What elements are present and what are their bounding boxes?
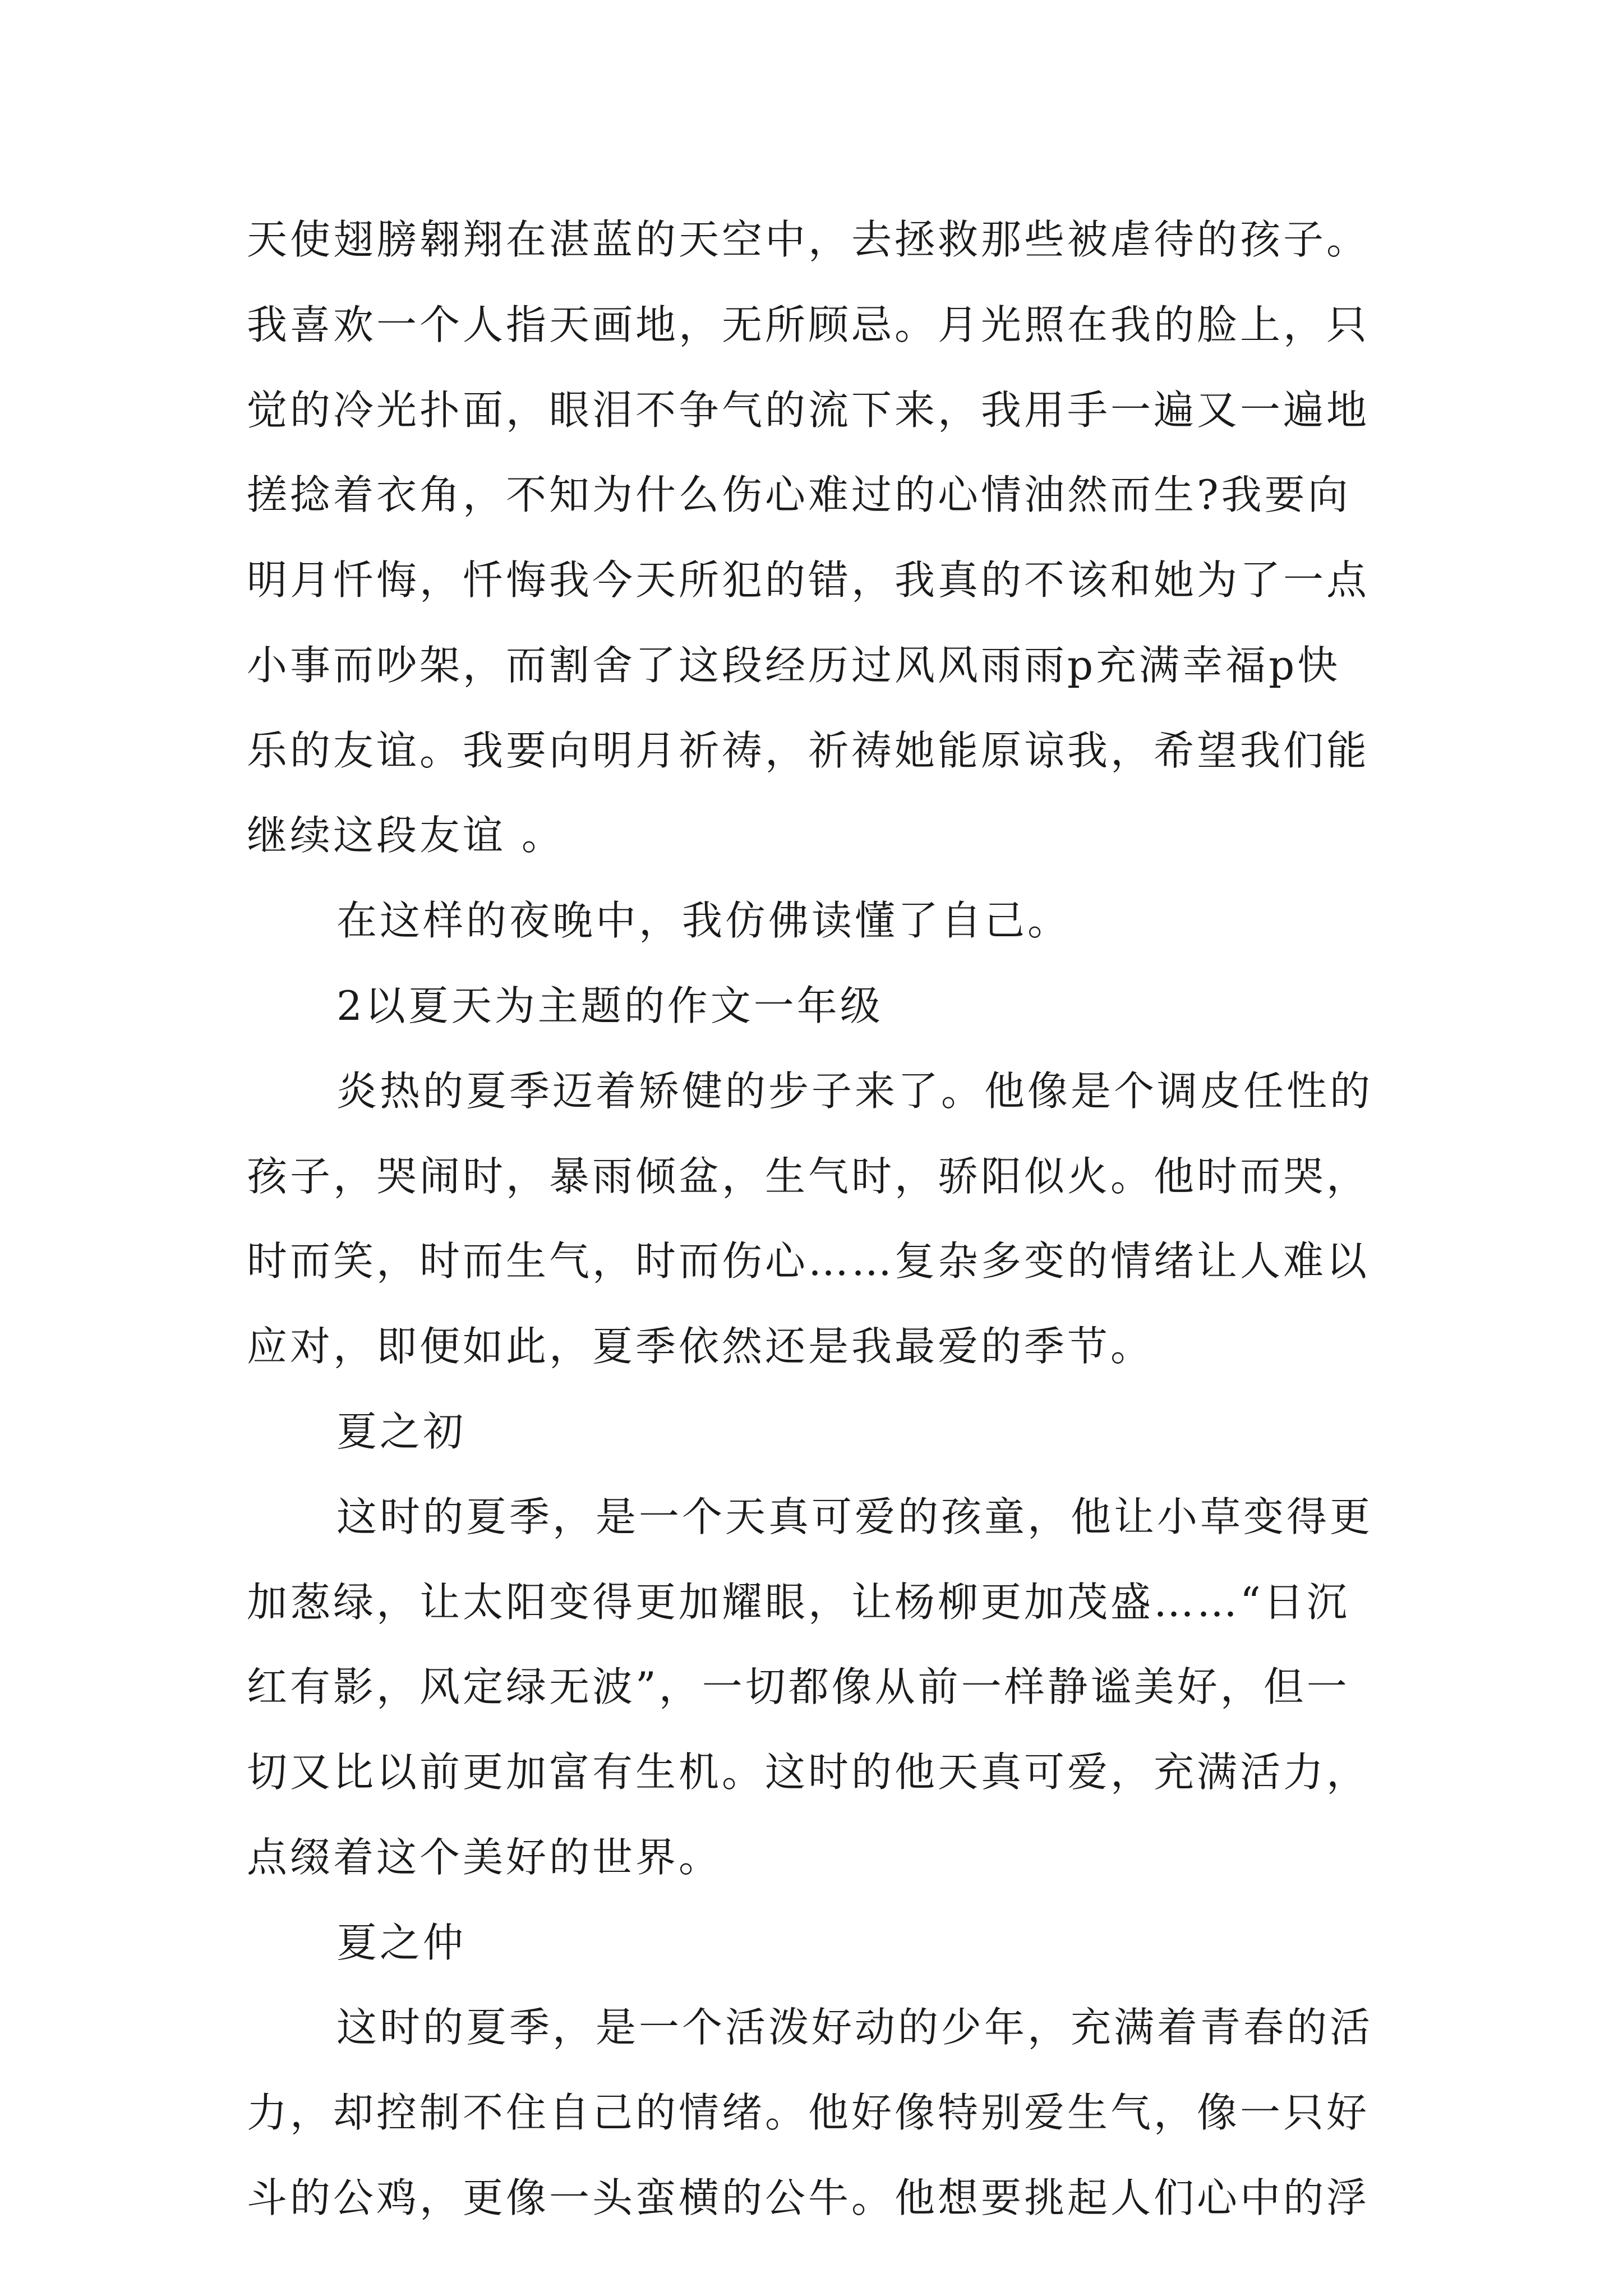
- text-line: 明月忏悔，忏悔我今天所犯的错，我真的不该和她为了一点: [247, 556, 1370, 604]
- text-line: 孩子，哭闹时，暴雨倾盆，生气时，骄阳似火。他时而哭，: [247, 1153, 1370, 1200]
- paragraph-line: 这时的夏季，是一个活泼好动的少年，充满着青春的活: [336, 2004, 1373, 2051]
- text-line: 时而笑，时而生气，时而伤心……复杂多变的情绪让人难以: [247, 1237, 1370, 1285]
- text-line: 继续这段友谊 。: [247, 812, 565, 859]
- text-line: 点缀着这个美好的世界。: [247, 1834, 722, 1881]
- subheading: 夏之初: [336, 1408, 467, 1455]
- paragraph-line: 炎热的夏季迈着矫健的步子来了。他像是个调皮任性的: [336, 1068, 1373, 1115]
- text-line: 力，却控制不住自己的情绪。他好像特别爱生气，像一只好: [247, 2089, 1370, 2136]
- text-line: 觉的冷光扑面，眼泪不争气的流下来，我用手一遍又一遍地: [247, 386, 1370, 434]
- section-heading: 2以夏天为主题的作文一年级: [336, 982, 883, 1029]
- text-line: 我喜欢一个人指天画地，无所顾忌。月光照在我的脸上，只: [247, 301, 1370, 348]
- text-line: 切又比以前更加富有生机。这时的他天真可爱，充满活力，: [247, 1749, 1370, 1796]
- paragraph-line: 在这样的夜晚中，我仿佛读懂了自己。: [336, 897, 1071, 944]
- text-line: 天使翅膀翱翔在湛蓝的天空中，去拯救那些被虐待的孩子。: [247, 216, 1370, 263]
- text-line: 斗的公鸡，更像一头蛮横的公牛。他想要挑起人们心中的浮: [247, 2174, 1370, 2221]
- text-line: 加葱绿，让太阳变得更加耀眼，让杨柳更加茂盛……“日沉: [247, 1579, 1350, 1626]
- paragraph-line: 这时的夏季，是一个天真可爱的孩童，他让小草变得更: [336, 1493, 1373, 1540]
- subheading: 夏之仲: [336, 1919, 467, 1966]
- text-line: 乐的友谊。我要向明月祈祷，祈祷她能原谅我，希望我们能: [247, 727, 1370, 774]
- text-line: 搓捻着衣角，不知为什么伤心难过的心情油然而生?我要向: [247, 471, 1351, 518]
- text-line: 小事而吵架，而割舍了这段经历过风风雨雨p充满幸福p快: [247, 642, 1341, 689]
- text-line: 应对，即便如此，夏季依然还是我最爱的季节。: [247, 1323, 1154, 1370]
- text-line: 红有影，风定绿无波”，一切都像从前一样静谧美好，但一: [247, 1663, 1350, 1710]
